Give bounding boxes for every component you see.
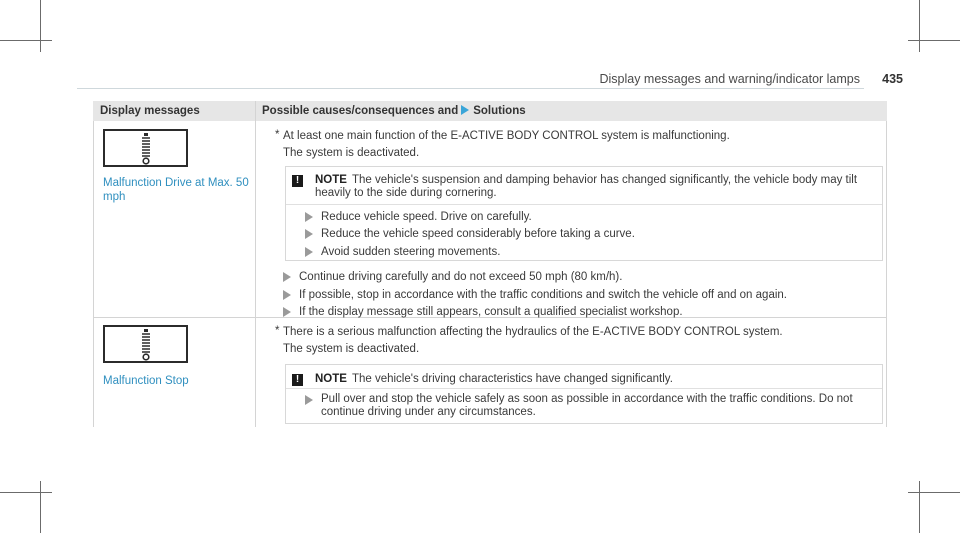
table-border <box>93 121 94 427</box>
note-box <box>285 166 883 261</box>
column-divider <box>255 101 256 427</box>
table-header <box>93 101 887 121</box>
note-line: The vehicle's suspension and damping behavior has changed significantly, the vehicle body may tilt <box>351 174 858 186</box>
instruction-arrow-icon <box>305 247 313 257</box>
col-solutions-label: Solutions <box>473 105 526 117</box>
header-rule <box>77 88 864 89</box>
note-label: NOTE <box>315 174 347 186</box>
display-message: Malfunction Stop <box>103 375 189 387</box>
warning-exclamation-icon: ! <box>292 374 303 386</box>
note-text <box>315 372 673 386</box>
suspension-warning-icon <box>103 325 188 363</box>
note-text <box>315 173 857 187</box>
note-label: NOTE <box>315 373 347 385</box>
footnote-star: * <box>275 325 280 337</box>
note-step: Avoid sudden steering movements. <box>321 246 501 258</box>
instruction-arrow-icon <box>305 395 313 405</box>
cause-text: At least one main function of the E-ACTIVE BODY CONTROL system is malfunctioning. <box>283 130 730 142</box>
display-messages-table <box>93 101 887 427</box>
solution-step: If possible, stop in accordance with the traffic conditions and switch the vehicle off and on again. <box>299 289 787 301</box>
page-number: 435 <box>882 72 903 86</box>
warning-exclamation-icon: ! <box>292 175 303 187</box>
note-divider <box>286 388 882 389</box>
solution-step: If the display message still appears, consult a qualified specialist workshop. <box>299 306 683 318</box>
note-box <box>285 364 883 424</box>
instruction-arrow-icon <box>283 307 291 317</box>
instruction-arrow-icon <box>305 229 313 239</box>
instruction-arrow-icon <box>283 290 291 300</box>
cause-text: There is a serious malfunction affecting the hydraulics of the E-ACTIVE BODY CONTROL system. <box>283 326 783 338</box>
table-border <box>886 121 887 427</box>
instruction-arrow-icon <box>305 212 313 222</box>
cause-status: The system is deactivated. <box>283 343 420 355</box>
col-display-messages-header: Display messages <box>100 105 200 117</box>
cause-status: The system is deactivated. <box>283 147 420 159</box>
col-solutions-header <box>262 105 526 117</box>
footnote-star: * <box>275 129 280 141</box>
display-message: Malfunction Drive at Max. 50 mph <box>103 177 249 203</box>
note-step: Reduce vehicle speed. Drive on carefully. <box>321 211 532 223</box>
note-divider <box>286 204 882 205</box>
solution-step: Continue driving carefully and do not exceed 50 mph (80 km/h). <box>299 271 623 283</box>
suspension-warning-icon <box>103 129 188 167</box>
running-header: Display messages and warning/indicator lamps <box>599 72 860 86</box>
note-line: heavily to the side during cornering. <box>315 187 497 199</box>
col-causes-label: Possible causes/consequences and <box>262 105 459 117</box>
note-line: The vehicle's driving characteristics have changed significantly. <box>351 373 673 385</box>
note-step: Reduce the vehicle speed considerably before taking a curve. <box>321 228 635 240</box>
instruction-arrow-icon <box>283 272 291 282</box>
arrow-icon <box>461 105 469 115</box>
note-step: Pull over and stop the vehicle safely as soon as possible in accordance with the traffic conditions. Do not continue driving under any circumstances. <box>321 393 853 418</box>
